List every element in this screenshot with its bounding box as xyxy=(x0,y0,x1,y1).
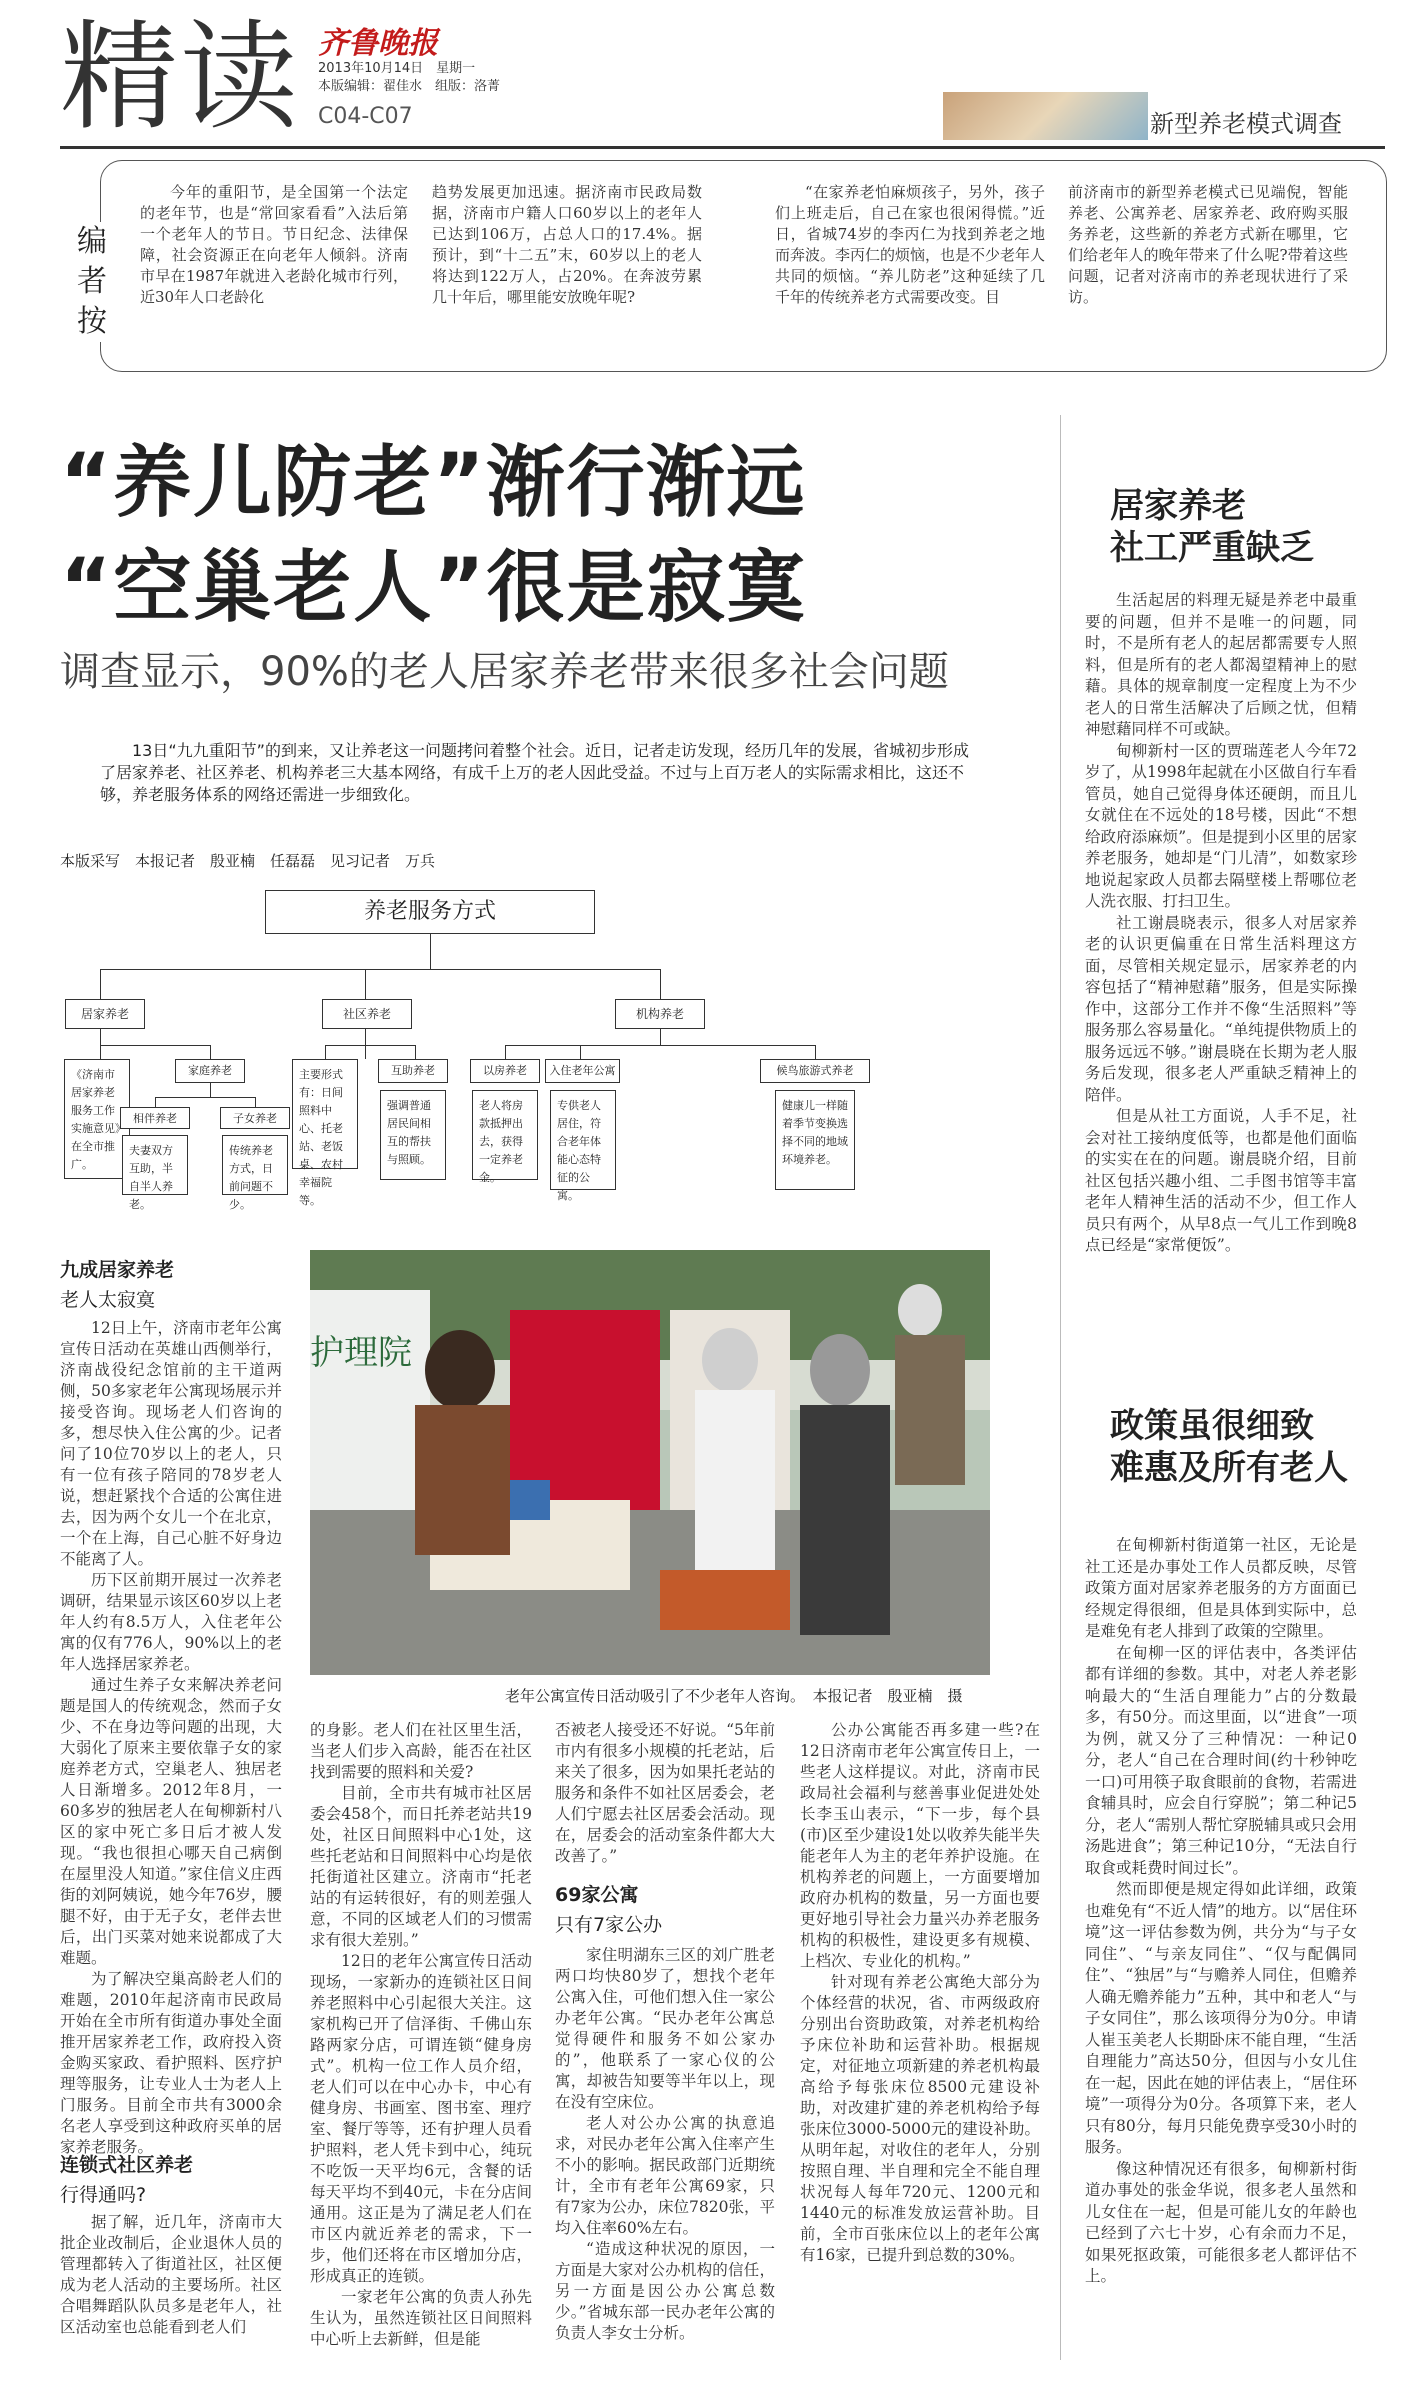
masthead-rule xyxy=(60,146,1385,149)
newspaper-logo: 齐鲁晚报 xyxy=(318,26,438,61)
byline: 本版采写 本报记者 殷亚楠 任磊磊 见习记者 万兵 xyxy=(60,852,436,870)
diagram-travel: 候鸟旅游式养老 xyxy=(760,1059,870,1083)
sidebar-heading-1: 居家养老 社工严重缺乏 xyxy=(1110,486,1314,568)
pension-diagram xyxy=(60,885,1050,1245)
diagram-home-leaf: 《济南市居家养老服务工作实施意见》在全市推广。 xyxy=(64,1059,130,1179)
diagram-children: 子女养老 xyxy=(220,1107,290,1129)
col3-body-2: 家住明湖东三区的刘广胜老两口均快80岁了，想找个老年公寓入住，可他们想入住一家公办老年公寓。“民办老年公寓总觉得硬件和服务不如公家办的”，他联系了一家心仪的公寓，却被告知要等半年以上，现在没有空床位。 老人对公办公寓的执意追求，对民办老年公寓入住率产生不小的影响。据民政部门近期统计，全市有老年公寓69家，只有7家为公办，床位7820张，平均入住率60%左右。 “造成这种状况的原因，一方面是大家对公办机构的信任，另一方面是因公办公寓总数少。”省城东部一民办老年公寓的负责人李女士分析。 xyxy=(555,1946,775,2342)
page-range: C04-C07 xyxy=(318,104,413,129)
photo-caption: 老年公寓宣传日活动吸引了不少老年人咨询。 本报记者 殷亚楠 摄 xyxy=(505,1687,963,1705)
diagram-family: 家庭养老 xyxy=(175,1059,245,1083)
diagram-institution: 机构养老 xyxy=(615,999,705,1029)
col3-subhead-1: 69家公寓 xyxy=(555,1884,639,1906)
photo-illustration xyxy=(310,1250,990,1675)
col1-subhead-3: 连锁式社区养老 xyxy=(60,2154,194,2176)
col1-body: 12日上午，济南市老年公寓宣传日活动在英雄山西侧举行，济南战役纪念馆前的主干道两侧，50多家老年公寓现场展示并接受咨询。现场老人们咨询的多，想尽快入住公寓的少。记者问了10位70岁以上的老人，只有一位有孩子陪同的78岁老人说，想赶紧找个合适的公寓住进去，因为两个女儿一个在北京，一个在上海，自己心脏不好身边不能离了人。 历下区前期开展过一次养老调研，结果显示该区60岁以上老年人约有8.5万人，入住老年公寓的仅有776人，90%以上的老年人选择居家养老。 通过生养子女来解决养老问题是国人的传统观念，然而子女少、不在身边等问题的出现，大大弱化了原来主要依靠子女的家庭养老方式，空巢老人、独居老人日渐增多。2012年8月，一60多岁的独居老人在甸柳新村八区的家中死亡多日后才被人发现。“我也很担心哪天自己病倒在屋里没人知道。”家住信义庄西街的刘阿姨说，她今年76岁，腰腿不好，由于无子女，老伴去世后，出门买菜对她来说都成了大难题。 为了解决空巢高龄老人们的难题，2010年起济南市民政局开始在全市所有街道办事处全面推开居家养老工作，政府投入资金购买家政、看护照料、医疗护理等服务，让专业人士为老人上门服务。目前全市共有3000余名老人享受到这种政府买单的居家养老服务。 xyxy=(60,1319,282,2156)
diagram-travel-leaf: 健康儿一样随着季节变换选择不同的地域环境养老。 xyxy=(775,1090,855,1190)
diagram-root: 养老服务方式 xyxy=(265,890,595,934)
diagram-community: 社区养老 xyxy=(322,999,412,1029)
diagram-mutual: 相伴养老 xyxy=(120,1107,190,1129)
col1-subhead-4: 行得通吗? xyxy=(60,2184,147,2206)
sidebar-divider xyxy=(1060,415,1061,2360)
headline-deck: 调查显示，90%的老人居家养老带来很多社会问题 xyxy=(60,649,949,695)
section-title: 精读 xyxy=(60,8,301,146)
diagram-apartment-leaf: 专供老人居住，符合老年体能心态特征的公寓。 xyxy=(550,1090,616,1190)
diagram-community-leaf: 主要形式有：日间照料中心、托老站、老饭桌、农村幸福院等。 xyxy=(292,1059,358,1169)
headline-line-1: “养儿防老”渐行渐远 xyxy=(60,438,807,528)
editor-note-col-1: 今年的重阳节，是全国第一个法定的老年节，也是“常回家看看”入法后第一个老年人的节日。节日纪念、法律保障，社会资源正在向老年人倾斜。济南市早在1987年就进入老龄化城市行列，近30年人口老龄化 xyxy=(140,183,408,306)
issue-date: 2013年10月14日 星期一 xyxy=(318,61,476,76)
dateline xyxy=(318,60,500,96)
col2-body: 的身影。老人们在社区里生活，当老人们步入高龄，能否在社区找到需要的照料和关爱? 目前，全市共有城市社区居委会458个，而日托养老站共19处，社区日间照料中心1处，这些托老站和日间照料中心均是依托街道社区建立。济南市“托老站的有运转很好，有的则差强人意，不同的区域老人们的习惯需求有很大差别。” 12日的老年公寓宣传日活动现场，一家新办的连锁社区日间养老照料中心引起很大关注。这家机构已开了信泽街、千佛山东路两家分店，可谓连锁“健身房式”。机构一位工作人员介绍，老人们可以在中心办卡，中心有健身房、书画室、图书室、理疗室、餐厅等等，还有护理人员看护照料，老人凭卡到中心，纯玩不吃饭一天平均6元，含餐的话每天平均不到40元，卡在分店间通用。这正是为了满足老人们在市区内就近养老的需求，下一步，他们还将在市区增加分店，形成真正的连锁。 一家老年公寓的负责人孙先生认为，虽然连锁社区日间照料中心听上去新鲜，但是能 xyxy=(310,1721,532,2348)
photo-sign: 护理院 xyxy=(310,1333,412,1373)
sidebar-heading-2: 政策虽很细致 难惠及所有老人 xyxy=(1110,1406,1348,1488)
col1-body-2: 据了解，近几年，济南市大批企业改制后，企业退休人员的管理都转入了街道社区，社区便成为老人活动的主要场所。社区合唱舞蹈队队员多是老年人，社区活动室也总能看到老人们 xyxy=(60,2213,282,2336)
sidebar-body-2: 在甸柳新村街道第一社区，无论是社工还是办事处工作人员都反映，尽管政策方面对居家养老服务的方方面面已经规定得很细，但是具体到实际中，总是难免有老人排到了政策的空隙里。 在甸柳一区的评估表中，各类评估都有详细的参数。其中，对老人养老影响最大的“生活自理能力”占的分数最多，有50分。而这里面，以“进食”一项为例，就又分了三种情况：一种记0分，老人“自己在合理时间(约十秒钟吃一口)可用筷子取食眼前的食物，若需进食辅具时，应会自行穿脱”；第二种记5分，老人“需别人帮忙穿脱辅具或只会用汤匙进食”；第三种记10分，“无法自行取食或耗费时间过长”。 然而即便是规定得如此详细，政策也难免有“不近人情”的地方。以“居住环境”这一评估参数为例，共分为“与子女同住”、“与亲友同住”、“仅与配偶同住”、“独居”与“与赡养人同住，但赡养人确无赡养能力”五种，其中和老人“与子女同住”，那么该项得分为0分。申请人崔玉美老人长期卧床不能自理，“生活自理能力”高达50分，但因与小女儿住在一起，因此在她的评估表上，“居住环境”一项得分为0分。各项算下来，老人只有80分，每月只能免费享受30小时的服务。 像这种情况还有很多，甸柳新村街道办事处的张金华说，很多老人虽然和儿女住在一起，但是可能儿女的年龄也已经到了六七十岁，心有余而力不足，如果死抠政策，可能很多老人都评估不上。 xyxy=(1085,1536,1357,2285)
diagram-house: 以房养老 xyxy=(470,1059,540,1083)
editor-note-label: 编 者 按 xyxy=(72,222,112,342)
sidebar-body-1: 生活起居的料理无疑是养老中最重要的问题，但并不是唯一的问题，同时，不是所有老人的起居都需要专人照料，但是所有的老人都渴望精神上的慰藉。具体的规章制度一定程度上为不少老人的日常生活解决了后顾之忧，但精神慰藉同样不可或缺。 甸柳新村一区的贾瑞莲老人今年72岁了，从1998年起就在小区做自行车看管员，她自己觉得身体还硬朗，而且儿女就住在不远处的18号楼，因此“不想给政府添麻烦”。但是提到小区里的居家养老服务，她却是“门儿清”，如数家珍地说起家政人员都去隔壁楼上帮哪位老人洗衣服、打扫卫生。 社工谢晨晓表示，很多人对居家养老的认识更偏重在日常生活料理这方面，尽管相关规定显示，居家养老的内容包括了“精神慰藉”服务，但是实际操作中，这部分工作并不像“生活照料”等服务那么容易量化。“单纯提供物质上的服务远远不够。”谢晨晓在长期为老人服务后发现，很多老人严重缺乏精神上的陪伴。 但是从社工方面说，人手不足，社会对社工接纳度低等，也都是他们面临的实实在在的问题。谢晨晓介绍，目前社区包括兴趣小组、二手图书馆等丰富老年人精神生活的活动不少，但工作人员只有两个，从早8点一气儿工作到晚8点已经是“家常便饭”。 xyxy=(1085,591,1357,1254)
diagram-help: 互助养老 xyxy=(378,1059,448,1083)
diagram-help-leaf: 强调普通居民间相互的帮扶与照顾。 xyxy=(380,1090,446,1180)
editor-note-col-3: “在家养老怕麻烦孩子，另外，孩子们上班走后，自己在家也很闲得慌。”近日，省城74岁的李丙仁为找到养老之地而奔波。李丙仁的烦恼，也是不少老年人共同的烦恼。“养儿防老”这种延续了几千年的传统养老方式需要改变。目 xyxy=(775,183,1046,306)
diagram-house-leaf: 老人将房款抵押出去，获得一定养老金。 xyxy=(472,1090,538,1180)
event-photo xyxy=(310,1250,990,1675)
editors-credit: 本版编辑：翟佳水 组版：洛菁 xyxy=(318,79,501,94)
col4-body: 公办公寓能否再多建一些?在12日济南市老年公寓宣传日上，一些老人这样提议。对此，济南市民政局社会福利与慈善事业促进处处长李玉山表示，“下一步，每个县(市)区至少建设1处以收养失能半失能老年人为主的老年养护设施。在机构养老的问题上，一方面要增加政府办机构的数量，另一方面也要更好地引导社会力量兴办养老服务机构的积极性，建设更多有规模、上档次、专业化的机构。” 针对现有养老公寓绝大部分为个体经营的状况，省、市两级政府分别出台资助政策，对养老机构给予床位补助和运营补助。根据规定，对征地立项新建的养老机构最高给予每张床位8500元建设补助，对改建扩建的养老机构给予每张床位3000-5000元的建设补助。从明年起，对收住的老年人，分别按照自理、半自理和完全不能自理状况每人每年720元、1200元和1440元的标准发放运营补助。目前，全市百张床位以上的老年公寓有16家，已提升到总数的30%。 xyxy=(800,1721,1040,2264)
banner-photo xyxy=(943,92,1148,140)
col1-subhead-1: 九成居家养老 xyxy=(60,1259,175,1281)
diagram-mutual-leaf: 夫妻双方互助，半自半人养老。 xyxy=(122,1135,188,1195)
col3-subhead-2: 只有7家公办 xyxy=(555,1914,663,1936)
editor-note-col-2: 趋势发展更加迅速。据济南市民政局数据，济南市户籍人口60岁以上的老年人已达到106万，占总人口的17.4%。据预计，到“十二五”末，60岁以上的老人将达到122万人，占20%。在奔波劳累几十年后，哪里能安放晚年呢? xyxy=(432,183,702,306)
headline-line-2: “空巢老人”很是寂寞 xyxy=(60,543,807,633)
lead-paragraph: 13日“九九重阳节”的到来，又让养老这一问题拷问着整个社会。近日，记者走访发现，经历几年的发展，省城初步形成了居家养老、社区养老、机构养老三大基本网络，有成千上万的老人因此受益。不过与上百万老人的实际需求相比，这还不够，养老服务体系的网络还需进一步细致化。 xyxy=(100,741,969,804)
editor-note-col-4: 前济南市的新型养老模式已见端倪，智能养老、公寓养老、居家养老、政府购买服务养老，这些新的养老方式新在哪里，它们给老年人的晚年带来了什么呢?带着这些问题，记者对济南市的养老现状进行了采访。 xyxy=(1068,183,1348,306)
col3-body: 否被老人接受还不好说。“5年前市内有很多小规模的托老站，后来关了很多，因为如果托老站的服务和条件不如社区居委会，老人们宁愿去社区居委会活动。现在，居委会的活动室条件都大大改善了。” xyxy=(555,1721,775,1865)
diagram-children-leaf: 传统养老方式，日前问题不少。 xyxy=(222,1135,288,1195)
diagram-apartment: 入住老年公寓 xyxy=(545,1059,620,1083)
diagram-home: 居家养老 xyxy=(65,999,145,1029)
col1-subhead-2: 老人太寂寞 xyxy=(60,1289,156,1311)
series-title: 新型养老模式调查 xyxy=(1150,110,1342,138)
